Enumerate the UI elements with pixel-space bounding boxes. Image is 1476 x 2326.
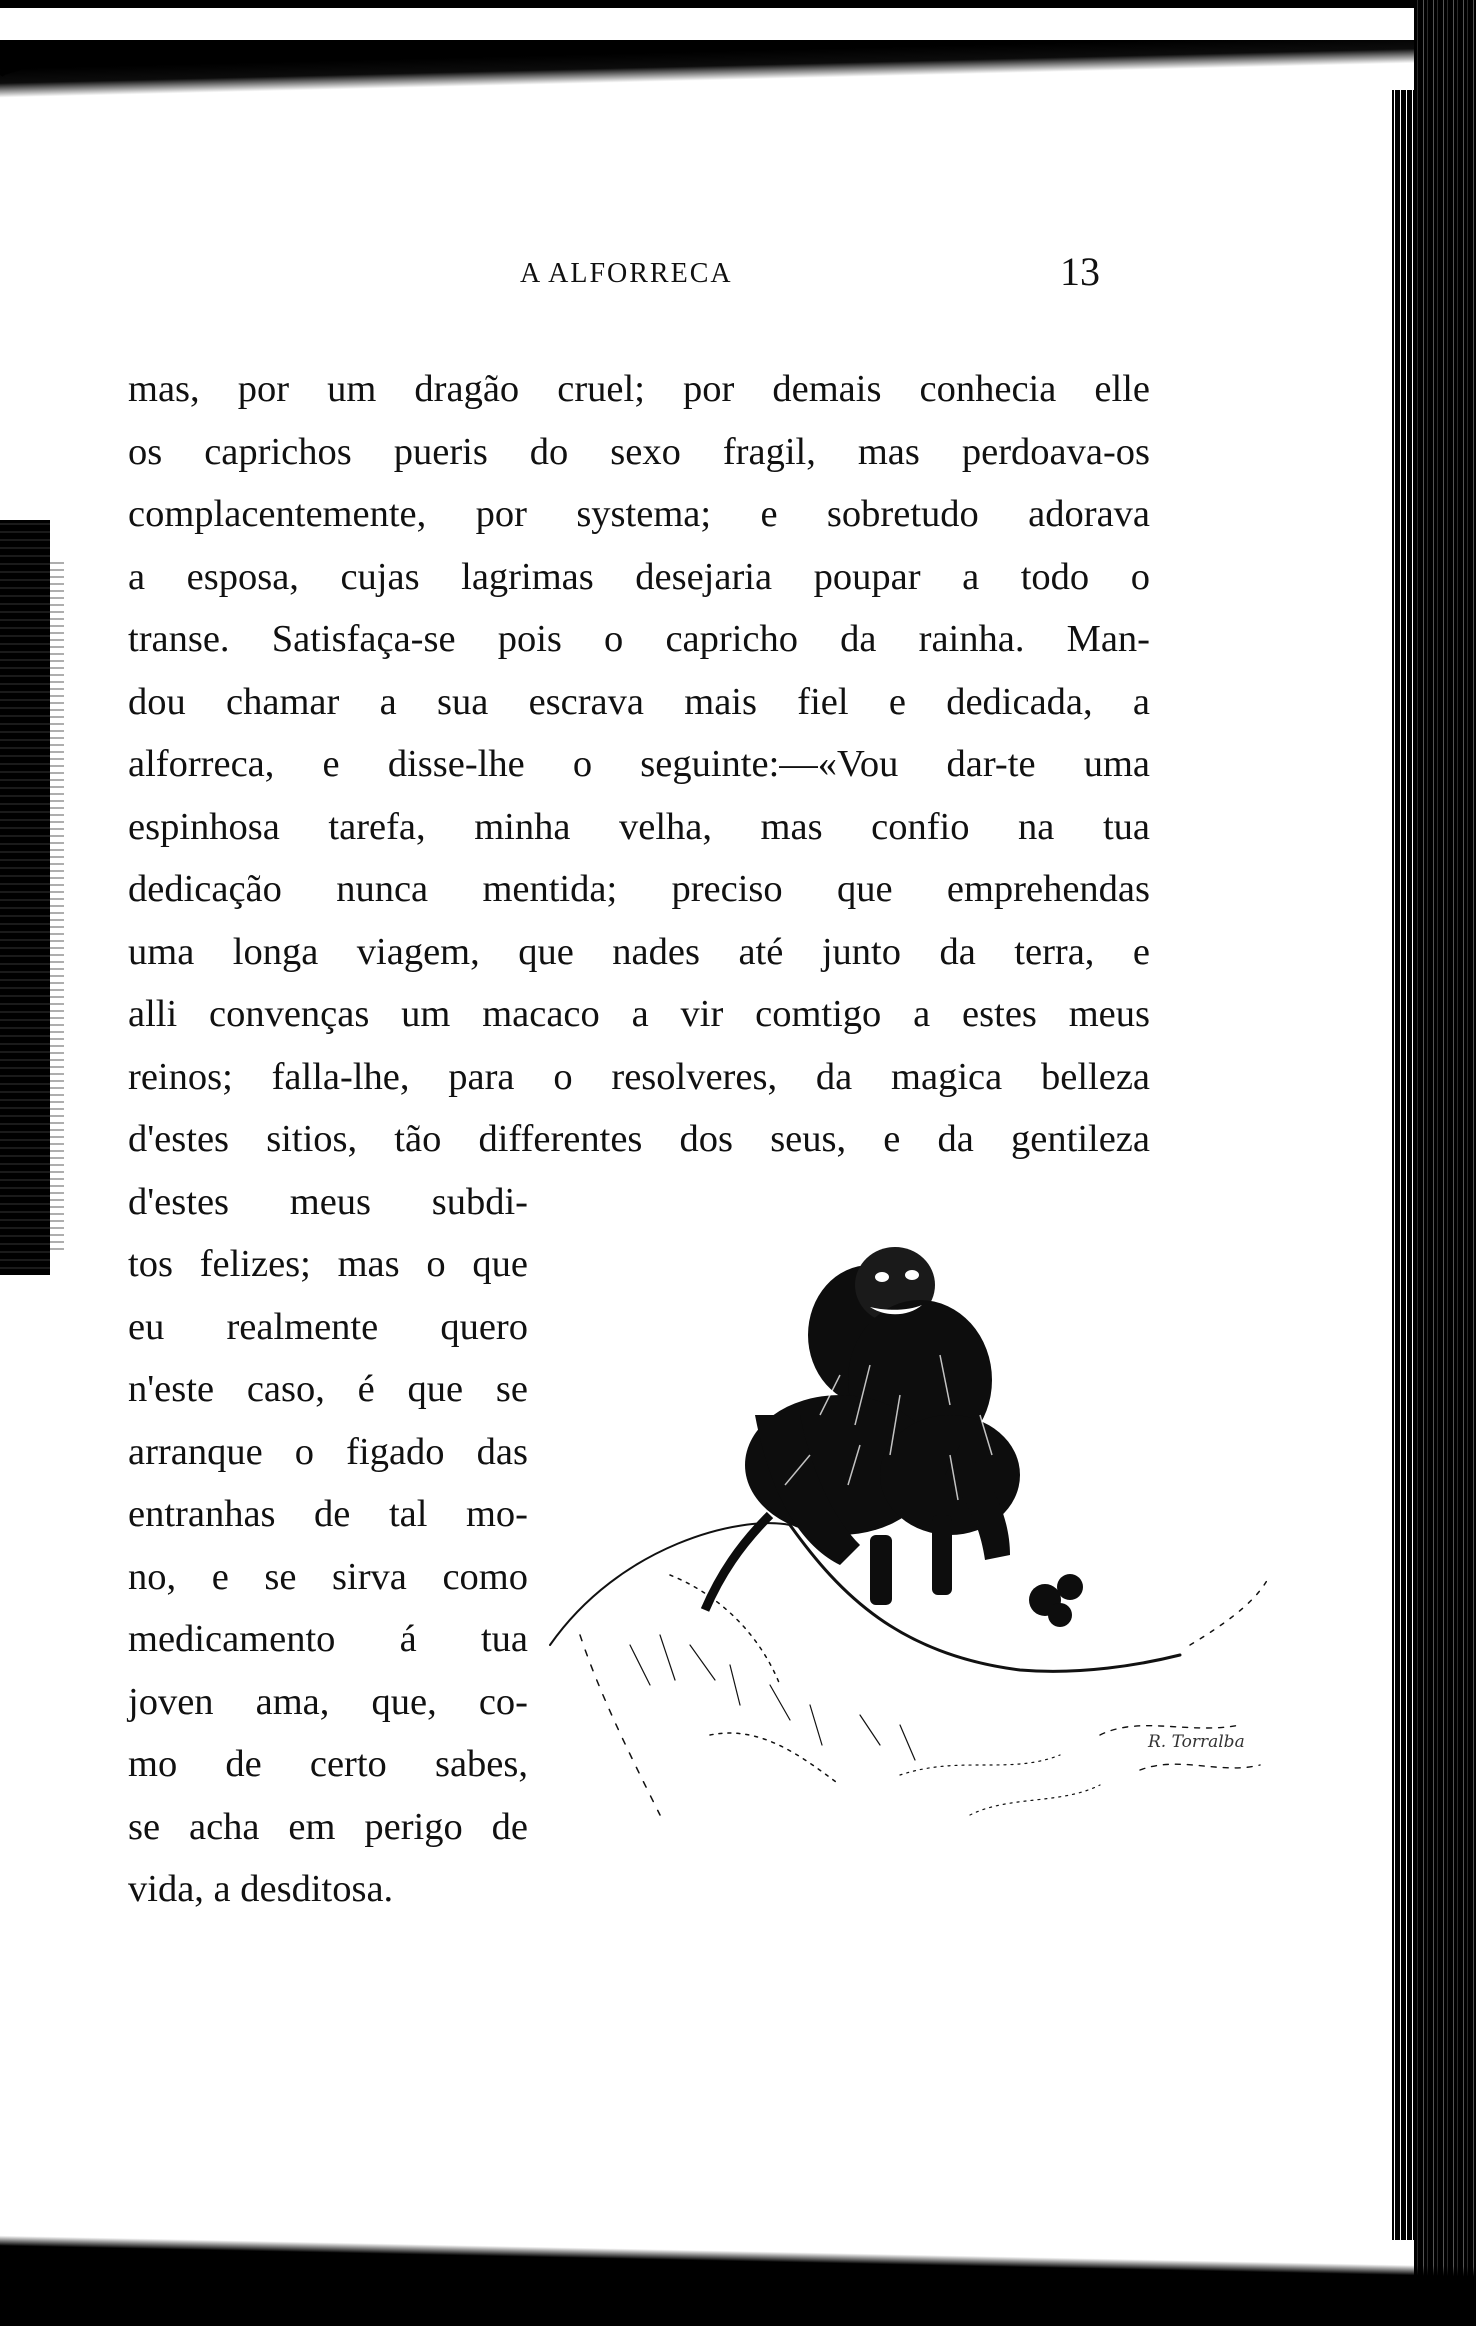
text-line: d'estes sitios, tão differentes dos seus, e da gentileza — [128, 1118, 1150, 1160]
page-number: 13 — [1060, 249, 1100, 294]
wrap-text-line: mo de certo sabes, — [128, 1743, 528, 1785]
scan-edge-left — [0, 520, 50, 1275]
text-line: alforreca, e disse-lhe o seguinte:—«Vou dar-te uma — [128, 743, 1150, 785]
text-line: mas, por um dragão cruel; por demais conhecia elle — [128, 368, 1150, 410]
monkey-illustration — [540, 1215, 1280, 1875]
page-header — [520, 249, 1120, 302]
wrap-text-line: no, e se sirva como — [128, 1555, 528, 1598]
text-line: reinos; falla-lhe, para o resolveres, da magica belleza — [128, 1055, 1150, 1098]
text-line: uma longa viagem, que nades até junto da terra, e — [128, 930, 1150, 973]
text-line: a esposa, cujas lagrimas desejaria poupar a todo o — [128, 555, 1150, 598]
text-line: alli convenças um macaco a vir comtigo a estes meus — [128, 993, 1150, 1035]
wrap-text-line: medicamento á tua — [128, 1618, 528, 1660]
wrap-text-line: vida, a desditosa. — [128, 1868, 394, 1910]
text-line: complacentemente, por systema; e sobretudo adorava — [128, 493, 1150, 535]
scan-edge-bottom — [0, 2211, 1476, 2326]
wrap-text-line: joven ama, que, co- — [128, 1680, 528, 1723]
wrap-text-line: d'estes meus subdi- — [128, 1180, 528, 1223]
text-line: os caprichos pueris do sexo fragil, mas perdoava-os — [128, 430, 1150, 473]
illustrator-signature: R. Torralba — [1148, 1732, 1245, 1752]
scan-edge-right-pages — [1392, 90, 1414, 2240]
wrap-text-line: se acha em perigo de — [128, 1805, 528, 1848]
wrap-text-line: tos felizes; mas o que — [128, 1243, 528, 1285]
text-line: transe. Satisfaça-se pois o capricho da rainha. Man- — [128, 618, 1150, 660]
scan-edge-right — [1414, 0, 1476, 2326]
running-title: A ALFORRECA — [520, 258, 733, 289]
scan-edge-top-band — [0, 40, 1476, 100]
text-line: espinhosa tarefa, minha velha, mas confio na tua — [128, 805, 1150, 848]
scan-edge-left-fuzz — [50, 560, 64, 1250]
wrap-text-line: entranhas de tal mo- — [128, 1493, 528, 1535]
wrap-text-line: arranque o figado das — [128, 1430, 528, 1473]
text-line: dou chamar a sua escrava mais fiel e dedicada, a — [128, 680, 1150, 723]
wrap-text-line: n'este caso, é que se — [128, 1368, 528, 1410]
text-line: dedicação nunca mentida; preciso que emprehendas — [128, 868, 1150, 910]
scan-corner-mark — [0, 45, 38, 91]
wrap-text-line: eu realmente quero — [128, 1305, 528, 1348]
